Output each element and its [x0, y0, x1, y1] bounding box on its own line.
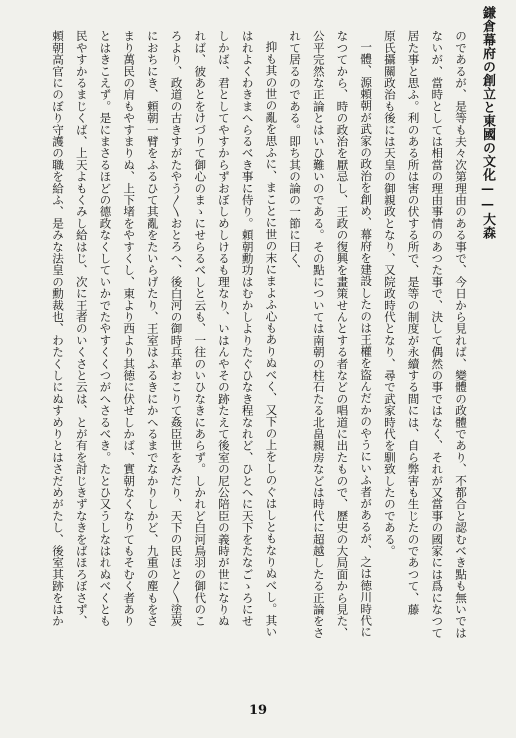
text-column-11: しかば、君としてやすからずおぼしめしけるも理なり、いはんやその跡たえて後室の尼公陪臣の義時が世になりぬ	[216, 30, 231, 627]
text-column-17: 民やすかるまじくば、上天よもくみし給はじ、次に王者のいくさと云は、とが有を討じきずなきをばほろぼさず、	[74, 30, 89, 627]
text-column-6: なつてから、時の政治を厭忌し、王政の復興を畫策せんとする者などの唱道に出たもので、歷史の大局面から見た、	[335, 30, 350, 639]
text-column-18: 頼朝高官にのぼり守護の職を給ふ、是みな法皇の勳裁也、わたくしにぬすめりとはさだめがたし、後室其跡をはか	[51, 30, 66, 627]
text-column-2: ないが、當時としては相當の理由事情のあつた事で、決して偶然の事ではなく、それが又當事の國家には爲になつて	[430, 30, 445, 639]
running-head: 鎌倉幕府の創立と東國の文化——大森	[480, 6, 495, 240]
text-column-1: のであるが、是等も夫々次第理由のある事で、今日から見れば、變體の政體であり、不都合と認むべき點も無いでは	[454, 30, 468, 639]
text-column-4: 原氏攝關政治も後には天皇の御親政となり、又院政時代となり、尋で武家時代を馴致したのである。	[382, 30, 397, 557]
text-column-10: はれよくわきまへらるべき事に侍り。頼朝勳功はむかしよりたぐひなき程なれど、ひとへに天下をたなごゝろにせ	[240, 30, 255, 627]
text-column-16: とはきこえず。是にまさるほどの德政なくしていかでたやすくくつがへさるべき。たとひ又うしなはれぬべくとも	[98, 30, 113, 627]
text-column-14: におちにき、頼朝一臂をふるひて其亂をたいらげたり、王室はふるきにかへるまでなかりしかど、九重の塵もをさ	[145, 30, 160, 627]
text-column-15: まり萬民の肩もやすまりぬ、上下堵をやすくし、東より西より其徳に伏せしかば、實朝なくなりてもそむく者あり	[122, 30, 137, 627]
text-column-5: 一體、源頼朝が武家の政治を創め、幕府を建設したのは王權を盜んだかのやうにいふ者があるが、之は徳川時代に	[359, 41, 374, 638]
text-column-7: 公平完然な正論とはいひ難いのである。その點については南朝の柱石たる北畠親房などは時代に超越したる正論をさ	[311, 30, 326, 639]
text-column-13: ろより、政道の古きすがたやう〳〵おとろへ、後白河の御時兵革おこりて姦臣世をみだり、天下の民ほと〳〵塗炭	[169, 30, 184, 627]
text-column-12: れば、彼あとをけづりて御心のまゝにせらるべしと云も、一往のいひなきにあらず。しかれど白河鳥羽の御代のこ	[193, 30, 208, 627]
body-text	[32, 30, 472, 694]
text-column-8: れて居るのである。即ち其の論の一節に曰く、	[288, 30, 303, 276]
text-column-3: 居た事と思ふ。利のある所は害の伏する所で、是等の制度が永續する間には、自ら弊害も生じたのであつて、藤	[406, 30, 421, 615]
page-number: 19	[248, 703, 268, 718]
text-column-9: 抑も其の世の亂を思ふに、まことに世の末にまよふ心もありぬべく、又下の上をしのぐはしともなりぬべし。其い	[264, 41, 279, 638]
